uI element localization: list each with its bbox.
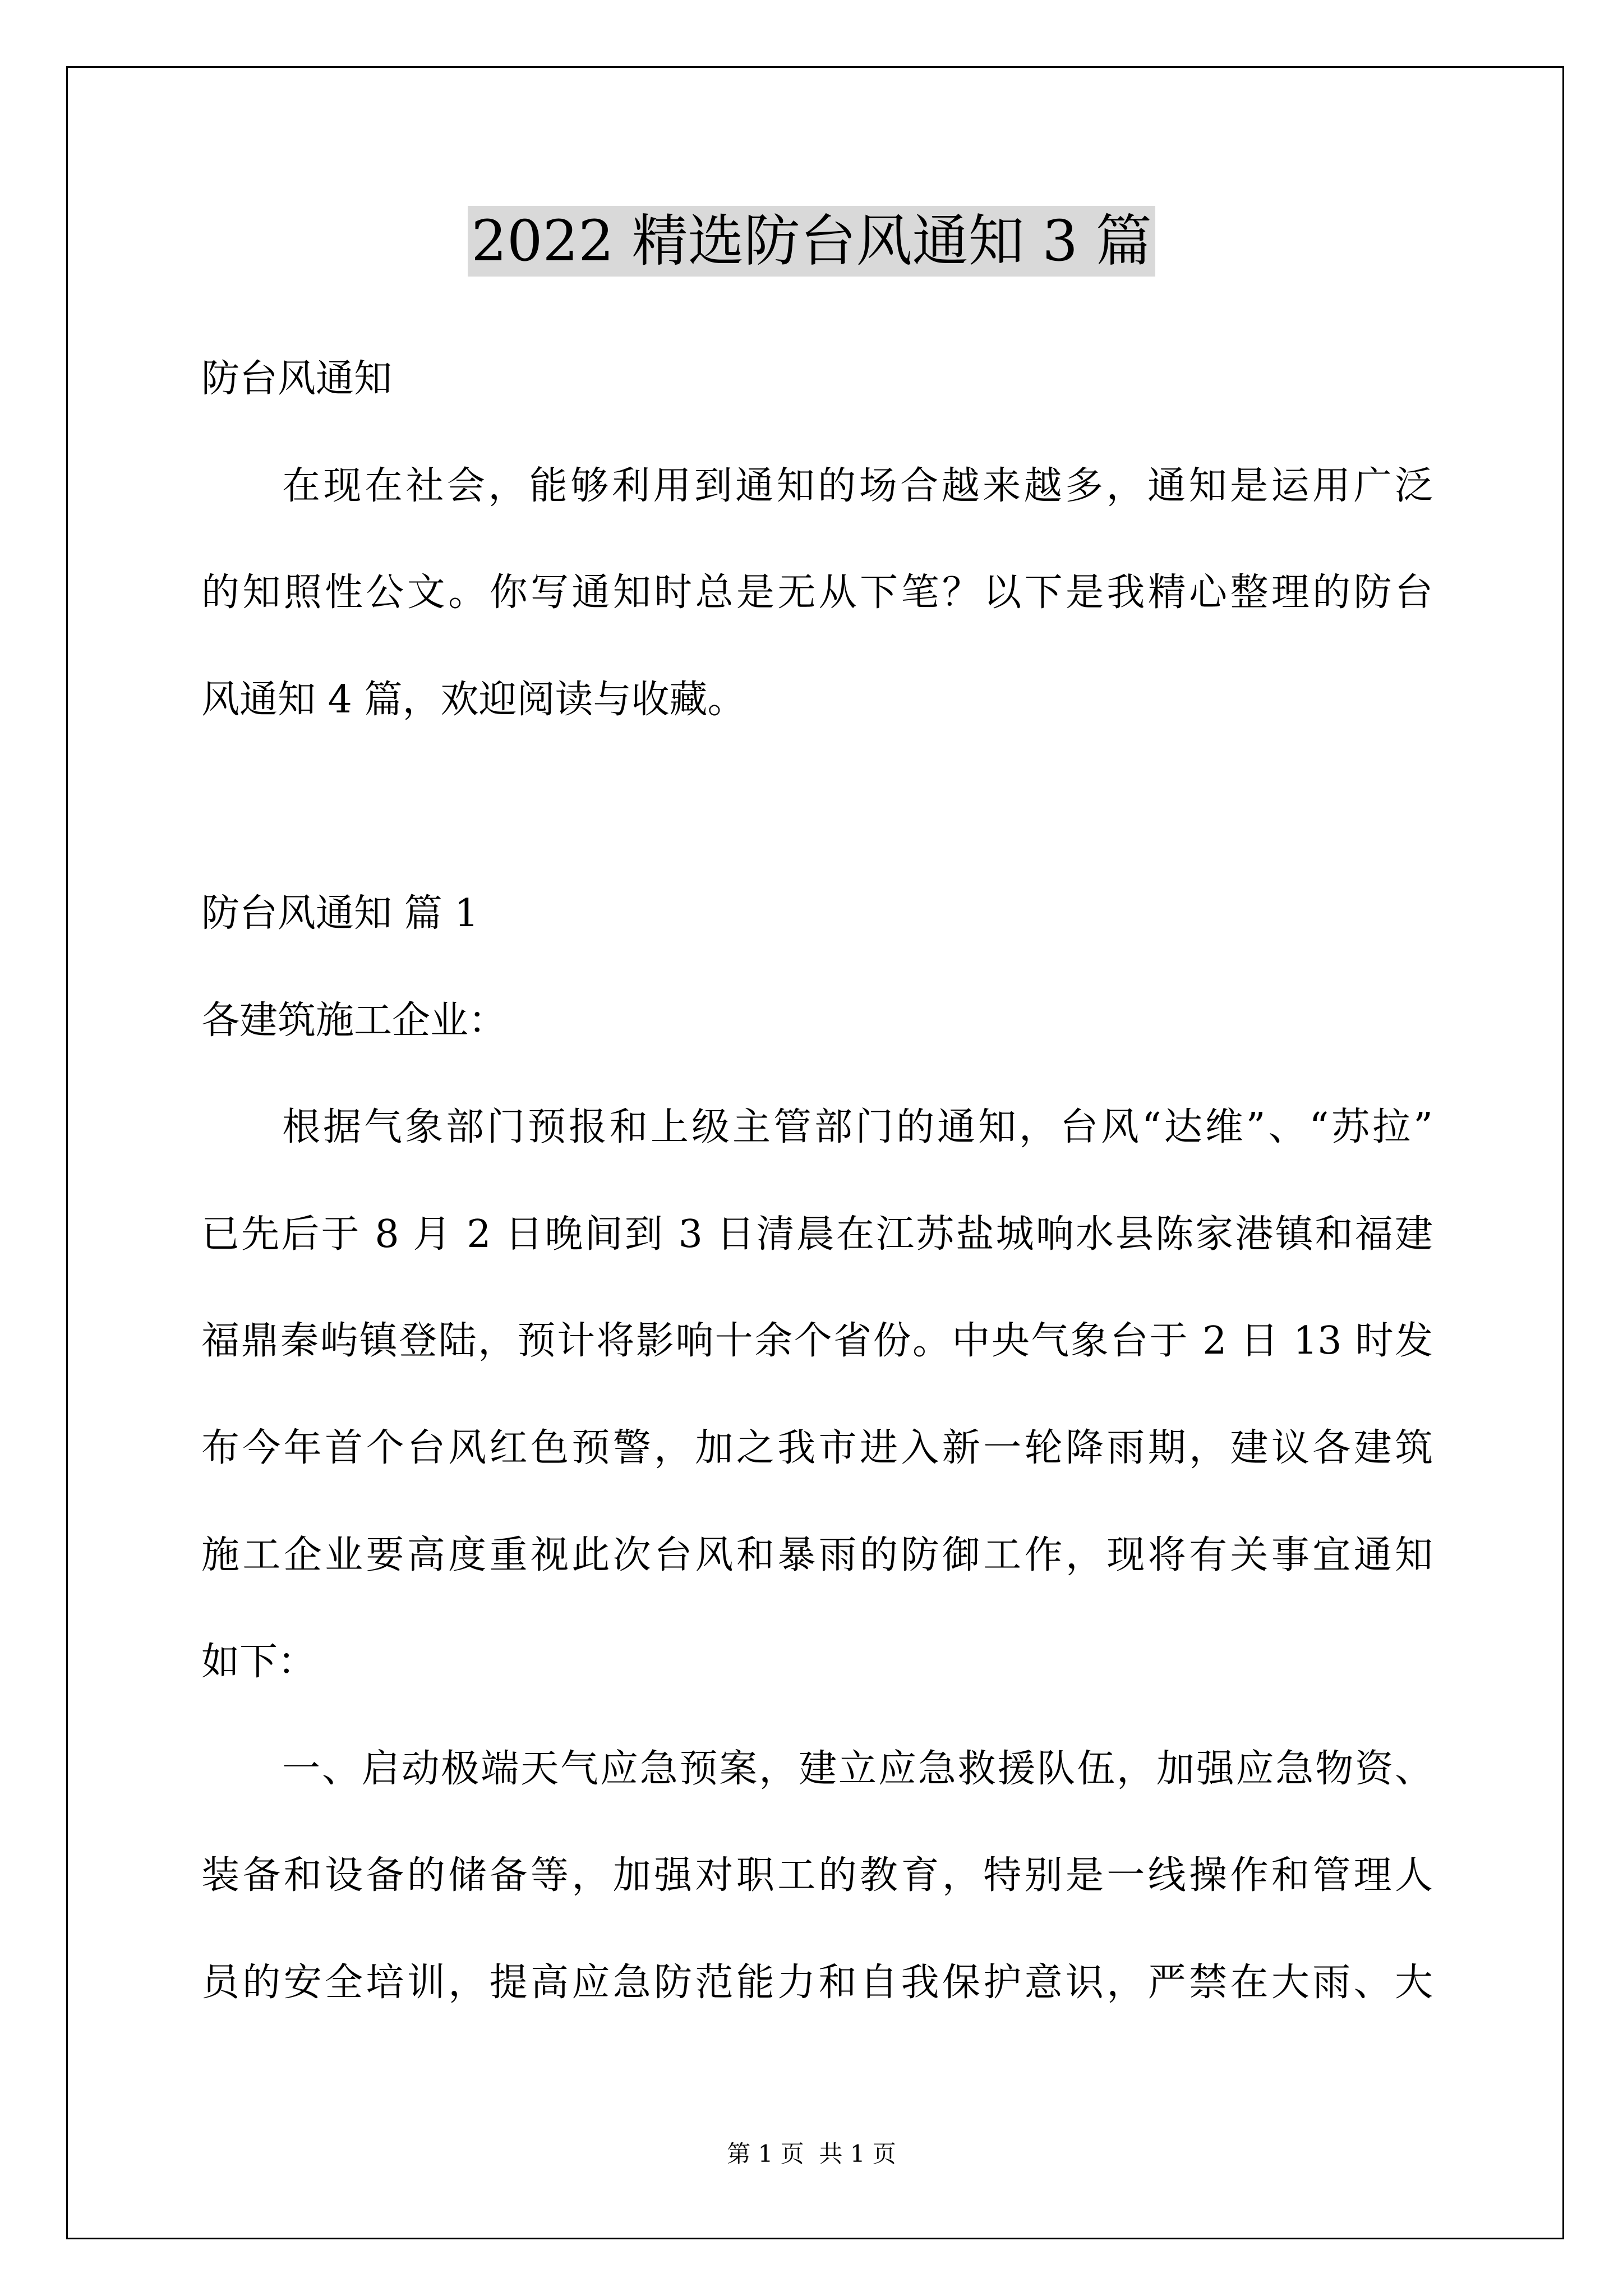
body-paragraph-line: 装备和设备的储备等，加强对职工的教育，特别是一线操作和管理人 bbox=[201, 1853, 1433, 1898]
body-paragraph-line: 员的安全培训，提高应急防范能力和自我保护意识，严禁在大雨、大 bbox=[201, 1960, 1433, 2005]
intro-paragraph-line: 的知照性公文。你写通知时总是无从下笔？以下是我精心整理的防台 bbox=[201, 570, 1433, 615]
salutation: 各建筑施工企业： bbox=[201, 998, 507, 1043]
intro-heading: 防台风通知 bbox=[201, 357, 393, 401]
body-paragraph-line: 布今年首个台风红色预警，加之我市进入新一轮降雨期，建议各建筑 bbox=[201, 1425, 1433, 1470]
title-container bbox=[0, 206, 1623, 277]
body-paragraph-line: 根据气象部门预报和上级主管部门的通知，台风“达维”、“苏拉” bbox=[282, 1105, 1433, 1150]
document-body bbox=[201, 326, 1433, 2037]
document-title: 2022 精选防台风通知 3 篇 bbox=[468, 206, 1155, 277]
intro-paragraph-line: 风通知 4 篇，欢迎阅读与收藏。 bbox=[201, 677, 746, 722]
body-paragraph-line: 已先后于 8 月 2 日晚间到 3 日清晨在江苏盐城响水县陈家港镇和福建 bbox=[201, 1212, 1433, 1257]
body-paragraph-line: 一、启动极端天气应急预案，建立应急救援队伍，加强应急物资、 bbox=[282, 1746, 1433, 1791]
section-heading: 防台风通知 篇 1 bbox=[201, 891, 479, 936]
blank-line bbox=[201, 753, 1433, 861]
body-paragraph-line: 施工企业要高度重视此次台风和暴雨的防御工作，现将有关事宜通知 bbox=[201, 1533, 1433, 1577]
page-footer: 第 1 页 共 1 页 bbox=[727, 2140, 896, 2168]
body-paragraph-line: 福鼎秦屿镇登陆，预计将影响十余个省份。中央气象台于 2 日 13 时发 bbox=[201, 1319, 1433, 1364]
intro-paragraph-line: 在现在社会，能够利用到通知的场合越来越多，通知是运用广泛 bbox=[282, 463, 1433, 508]
body-paragraph-line: 如下： bbox=[201, 1640, 316, 1685]
